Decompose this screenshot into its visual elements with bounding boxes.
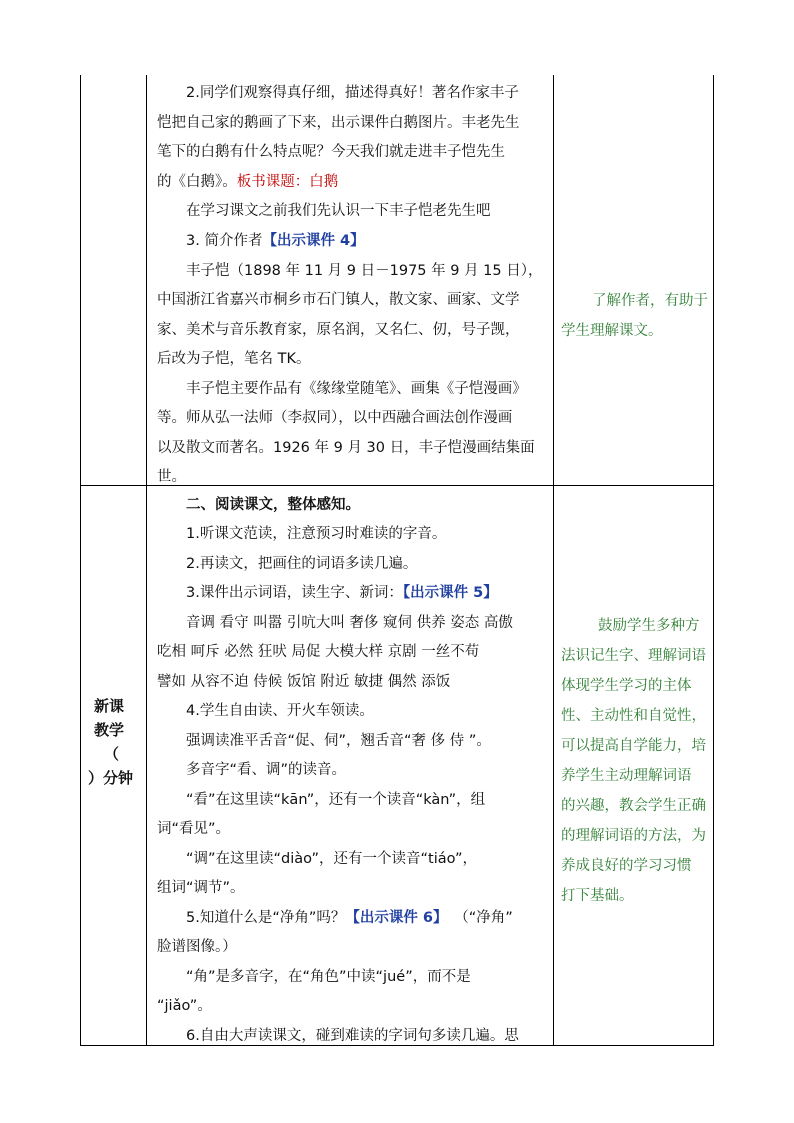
row2-line-3: 3.课件出示词语，读生字、新词：【出示课件 5】 [186,585,498,601]
courseware-label-4: 【出示课件 4】 [262,233,365,249]
row2-note-line-10: 打下基础。 [561,888,634,904]
courseware-label-5: 【出示课件 5】 [402,585,498,601]
section-title: 二、阅读课文，整体感知。 [186,497,360,513]
row2-note-line-1: 鼓励学生多种方 [598,618,700,634]
row1-line-3: 笔下的白鹅有什么特点呢？今天我们就走进丰子恺先生 [157,144,505,160]
row2-line-2: 2.再读文，把画住的词语多读几遍。 [186,556,418,572]
label-line-1: 新课 [94,697,125,715]
row1-line-7: 丰子恺（1898 年 11 月 9 日－1975 年 9 月 15 日）， [186,263,543,279]
row2-note-line-4: 性、主动性和自觉性， [561,708,706,724]
row2-note-line-7: 的兴趣，教会学生正确 [561,798,706,814]
row2-line-1: 1.听课文范读，注意预习时难读的字音。 [186,526,447,542]
row2-line-18: 6.自由大声读课文，碰到难读的字词句多读几遍。思 [186,1028,519,1044]
table-col-divider-2 [553,75,554,1046]
row2-note-line-3: 体现学生学习的主体 [561,678,692,694]
row2-line-15: 脸谱图像。） [157,939,237,955]
row2-line-10: “看”在这里读“kān”，还有一个读音“kàn”，组 [186,792,486,808]
row2-line-9: 多音字“看、调”的读音。 [186,762,347,778]
label-line-2: 教学 [94,721,125,739]
row2-line-14: 5.知道什么是“净角”吗？【出示课件 6】 （“净角” [186,910,513,926]
row1-line-9: 家、美术与音乐教育家，原名润，又名仁、仞，号子觊， [157,322,520,338]
row2-line-11: 词“看见”。 [157,821,231,837]
row1-line-13: 以及散文而著名。1926 年 9 月 30 日，丰子恺漫画结集面 [157,440,535,456]
row1-line-6: 3. 简介作者【出示课件 4】 [186,233,365,249]
row1-note-line-1: 了解作者，有助于 [592,293,708,309]
table-left-border [80,75,81,1046]
row1-note-line-2: 学生理解课文。 [561,323,663,339]
row1-line-1: 2.同学们观察得真仔细，描述得真好！著名作家丰子 [186,85,519,101]
label-line-4: ）分钟 [88,769,134,787]
row1-line-11: 丰子恺主要作品有《缘缘堂随笔》、画集《子恺漫画》 [186,381,527,397]
row1-line-12: 等。师从弘一法师（李叔同），以中西融合画法创作漫画 [157,410,513,426]
row1-line-4: 的《白鹅》。板书课题：白鹅 [157,174,339,190]
row2-line-8: 强调读准平舌音“促、伺”，翘舌音“奢 侈 侍 ”。 [186,733,491,749]
board-title: 板书课题：白鹅 [236,174,339,190]
table-right-border [713,75,714,1046]
row1-line-5: 在学习课文之前我们先认识一下丰子恺老先生吧 [186,203,491,219]
row2-line-12: “调”在这里读“diào”，还有一个读音“tiáo”， [186,851,477,867]
row2-note-line-8: 的理解词语的方法，为 [561,828,706,844]
table-col-divider-1 [146,75,147,1046]
row2-note-line-9: 养成良好的学习习惯 [561,858,692,874]
label-line-3: （ [104,745,120,763]
row2-line-16: “角”是多音字，在“角色”中读“jué”，而不是 [186,969,471,985]
row1-line-14: 世。 [157,469,186,485]
row2-line-13: 组词“调节”。 [157,880,245,896]
row1-line-2: 恺把自己家的鹅画了下来，出示课件白鹅图片。丰老先生 [157,115,520,131]
row2-line-4: 音调 看守 叫嚣 引吭大叫 奢侈 窥伺 供养 姿态 高傲 [186,615,513,631]
row2-note-line-5: 可以提高自学能力，培 [561,738,706,754]
row2-line-6: 譬如 从容不迫 侍候 饭馆 附近 敏捷 偶然 添饭 [157,674,451,690]
row2-line-7: 4.学生自由读、开火车领读。 [186,703,374,719]
row2-line-17: “jiǎo”。 [157,998,212,1014]
row2-note-line-6: 养学生主动理解词语 [561,768,692,784]
courseware-label-6: 【出示课件 6】 [345,910,448,926]
row2-line-5: 吃相 呵斥 必然 狂吠 局促 大模大样 京剧 一丝不苟 [157,644,480,660]
row2-note-line-2: 法识记生字、理解词语 [561,648,706,664]
row1-line-10: 后改为子恺，笔名 TK。 [157,351,311,367]
row1-line-8: 中国浙江省嘉兴市桐乡市石门镇人，散文家、画家、文学 [157,292,520,308]
